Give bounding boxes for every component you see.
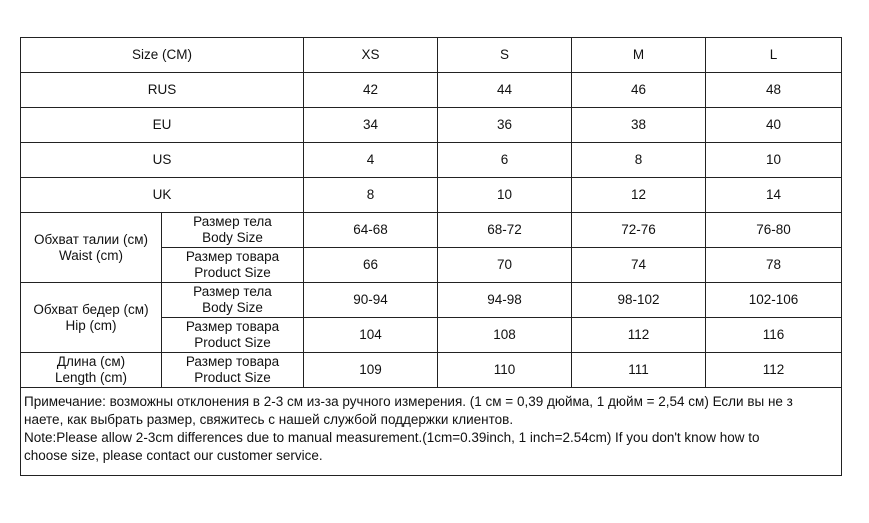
cell: 4 [304, 143, 438, 178]
table-row-length [21, 353, 842, 388]
note-ru-line-1: Примечание: возможны отклонения в 2-3 см из-за ручного измерения. (1 см = 0,39 дюйма, 1 дюйм = 2,54 см) Если вы не з [24, 394, 793, 409]
row-label: RUS [21, 73, 304, 108]
table-row-hip-body [21, 283, 842, 318]
length-label-en: Length (cm) [54, 370, 128, 385]
product-size-label-en: Product Size [194, 370, 271, 385]
hip-label-en: Hip (cm) [65, 317, 117, 333]
body-size-label-en: Body Size [202, 300, 263, 315]
table-row-uk [21, 178, 842, 213]
cell: 94-98 [438, 283, 572, 318]
product-size-label [162, 353, 304, 388]
hip-label [21, 283, 162, 353]
cell: 48 [706, 73, 842, 108]
waist-label-ru: Обхват талии (см) [34, 231, 148, 247]
cell: 10 [438, 178, 572, 213]
cell: 8 [572, 143, 706, 178]
cell: 14 [706, 178, 842, 213]
size-chart-table [20, 37, 842, 476]
waist-label-en: Waist (cm) [59, 247, 123, 263]
note-en-line-2: choose size, please contact our customer service. [24, 448, 323, 463]
table-row-eu [21, 108, 842, 143]
note-en-line-1: Note:Please allow 2-3cm differences due to manual measurement.(1cm=0.39inch, 1 inch=2.54cm) If you don't know how to [24, 430, 760, 445]
note-ru-line-2: наете, как выбрать размер, свяжитесь с нашей службой поддержки клиентов. [24, 412, 514, 427]
cell: 46 [572, 73, 706, 108]
product-size-label [162, 248, 304, 283]
waist-label [21, 213, 162, 283]
table-row-note [21, 388, 842, 476]
product-size-label-en: Product Size [194, 265, 271, 280]
cell: 42 [304, 73, 438, 108]
cell: 12 [572, 178, 706, 213]
cell: 44 [438, 73, 572, 108]
product-size-label [162, 318, 304, 353]
cell: 66 [304, 248, 438, 283]
cell: 76-80 [706, 213, 842, 248]
cell: 38 [572, 108, 706, 143]
cell: 74 [572, 248, 706, 283]
cell: 98-102 [572, 283, 706, 318]
hip-label-ru: Обхват бедер (см) [33, 301, 149, 317]
cell: 34 [304, 108, 438, 143]
cell: 10 [706, 143, 842, 178]
cell: 111 [572, 353, 706, 388]
cell: 108 [438, 318, 572, 353]
size-header-label: Size (CM) [21, 38, 304, 73]
product-size-label-ru: Размер товара [185, 249, 280, 264]
cell: 116 [706, 318, 842, 353]
length-label [21, 353, 162, 388]
body-size-label-ru: Размер тела [193, 284, 272, 299]
cell: 64-68 [304, 213, 438, 248]
cell: 6 [438, 143, 572, 178]
body-size-label-en: Body Size [202, 230, 263, 245]
cell: 36 [438, 108, 572, 143]
cell: 8 [304, 178, 438, 213]
cell: 78 [706, 248, 842, 283]
size-col-xs: XS [304, 38, 438, 73]
cell: 70 [438, 248, 572, 283]
cell: 72-76 [572, 213, 706, 248]
size-col-l: L [706, 38, 842, 73]
length-label-ru: Длина (см) [56, 354, 126, 369]
row-label: UK [21, 178, 304, 213]
cell: 109 [304, 353, 438, 388]
row-label: US [21, 143, 304, 178]
header-row [21, 38, 842, 73]
size-col-s: S [438, 38, 572, 73]
cell: 102-106 [706, 283, 842, 318]
product-size-label-ru: Размер товара [185, 354, 280, 369]
cell: 112 [572, 318, 706, 353]
cell: 68-72 [438, 213, 572, 248]
size-col-m: M [572, 38, 706, 73]
body-size-label-ru: Размер тела [193, 214, 272, 229]
row-label: EU [21, 108, 304, 143]
product-size-label-ru: Размер товара [185, 319, 280, 334]
cell: 110 [438, 353, 572, 388]
body-size-label [162, 283, 304, 318]
cell: 90-94 [304, 283, 438, 318]
body-size-label [162, 213, 304, 248]
cell: 112 [706, 353, 842, 388]
table-row-us [21, 143, 842, 178]
cell: 40 [706, 108, 842, 143]
table-row-waist-body [21, 213, 842, 248]
cell: 104 [304, 318, 438, 353]
product-size-label-en: Product Size [194, 335, 271, 350]
measurement-note [21, 388, 842, 476]
table-row-rus [21, 73, 842, 108]
